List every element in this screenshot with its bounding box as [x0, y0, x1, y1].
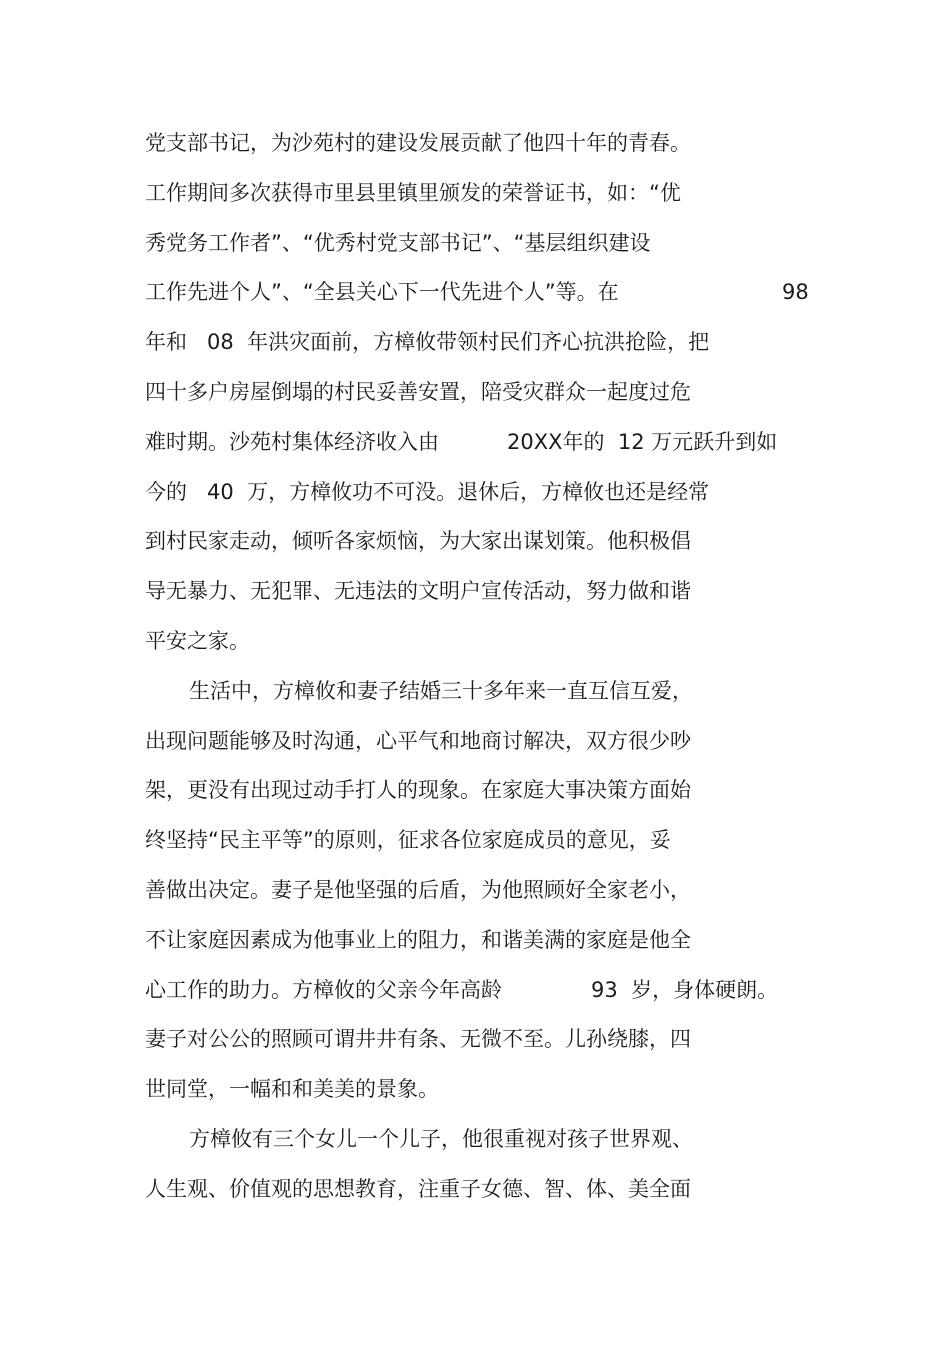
text-line: 架，更没有出现过动手打人的现象。在家庭大事决策方面始	[145, 778, 691, 802]
paragraph-first-line: 方樟攸有三个女儿一个儿子，他很重视对孩子世界观、	[189, 1127, 693, 1151]
text-line: 到村民家走动，倾听各家烦恼，为大家出谋划策。他积极倡	[145, 529, 691, 553]
paragraph-first-line: 生活中，方樟攸和妻子结婚三十多年来一直互信互爱，	[189, 679, 693, 703]
text-line: 工作先进个人”、“全县关心下一代先进个人”等。在	[145, 280, 619, 304]
text-line: 工作期间多次获得市里县里镇里颁发的荣誉证书，如：“优	[145, 181, 681, 205]
text-line: 人生观、价值观的思想教育，注重子女德、智、体、美全面	[145, 1177, 691, 1201]
text-line: 秀党务工作者”、“优秀村党支部书记”、“基层组织建设	[145, 231, 651, 255]
text-line: 20XX年的 12 万元跃升到如	[507, 430, 778, 454]
text-line: 终坚持“民主平等”的原则，征求各位家庭成员的意见，妥	[145, 828, 671, 852]
text-line: 93 岁，身体硬朗。	[591, 978, 779, 1002]
text-line: 今的 40 万，方樟攸功不可没。退休后，方樟攸也还是经常	[145, 480, 710, 504]
text-line: 98	[782, 280, 809, 304]
text-line: 党支部书记，为沙苑村的建设发展贡献了他四十年的青春。	[145, 131, 691, 155]
text-line: 妻子对公公的照顾可谓井井有条、无微不至。儿孙绕膝，四	[145, 1027, 691, 1051]
text-line: 世同堂，一幅和和美美的景象。	[145, 1077, 439, 1101]
text-line: 导无暴力、无犯罪、无违法的文明户宣传活动，努力做和谐	[145, 579, 691, 603]
text-line: 出现问题能够及时沟通，心平气和地商讨解决，双方很少吵	[145, 729, 691, 753]
text-line: 四十多户房屋倒塌的村民妥善安置，陪受灾群众一起度过危	[145, 380, 691, 404]
text-line: 年和 08 年洪灾面前，方樟攸带领村民们齐心抗洪抢险，把	[145, 330, 710, 354]
text-line: 难时期。沙苑村集体经济收入由	[145, 430, 439, 454]
text-line: 平安之家。	[145, 629, 250, 653]
text-line: 心工作的助力。方樟攸的父亲今年高龄	[145, 978, 502, 1002]
text-line: 不让家庭因素成为他事业上的阻力，和谐美满的家庭是他全	[145, 928, 691, 952]
text-line: 善做出决定。妻子是他坚强的后盾，为他照顾好全家老小，	[145, 878, 691, 902]
